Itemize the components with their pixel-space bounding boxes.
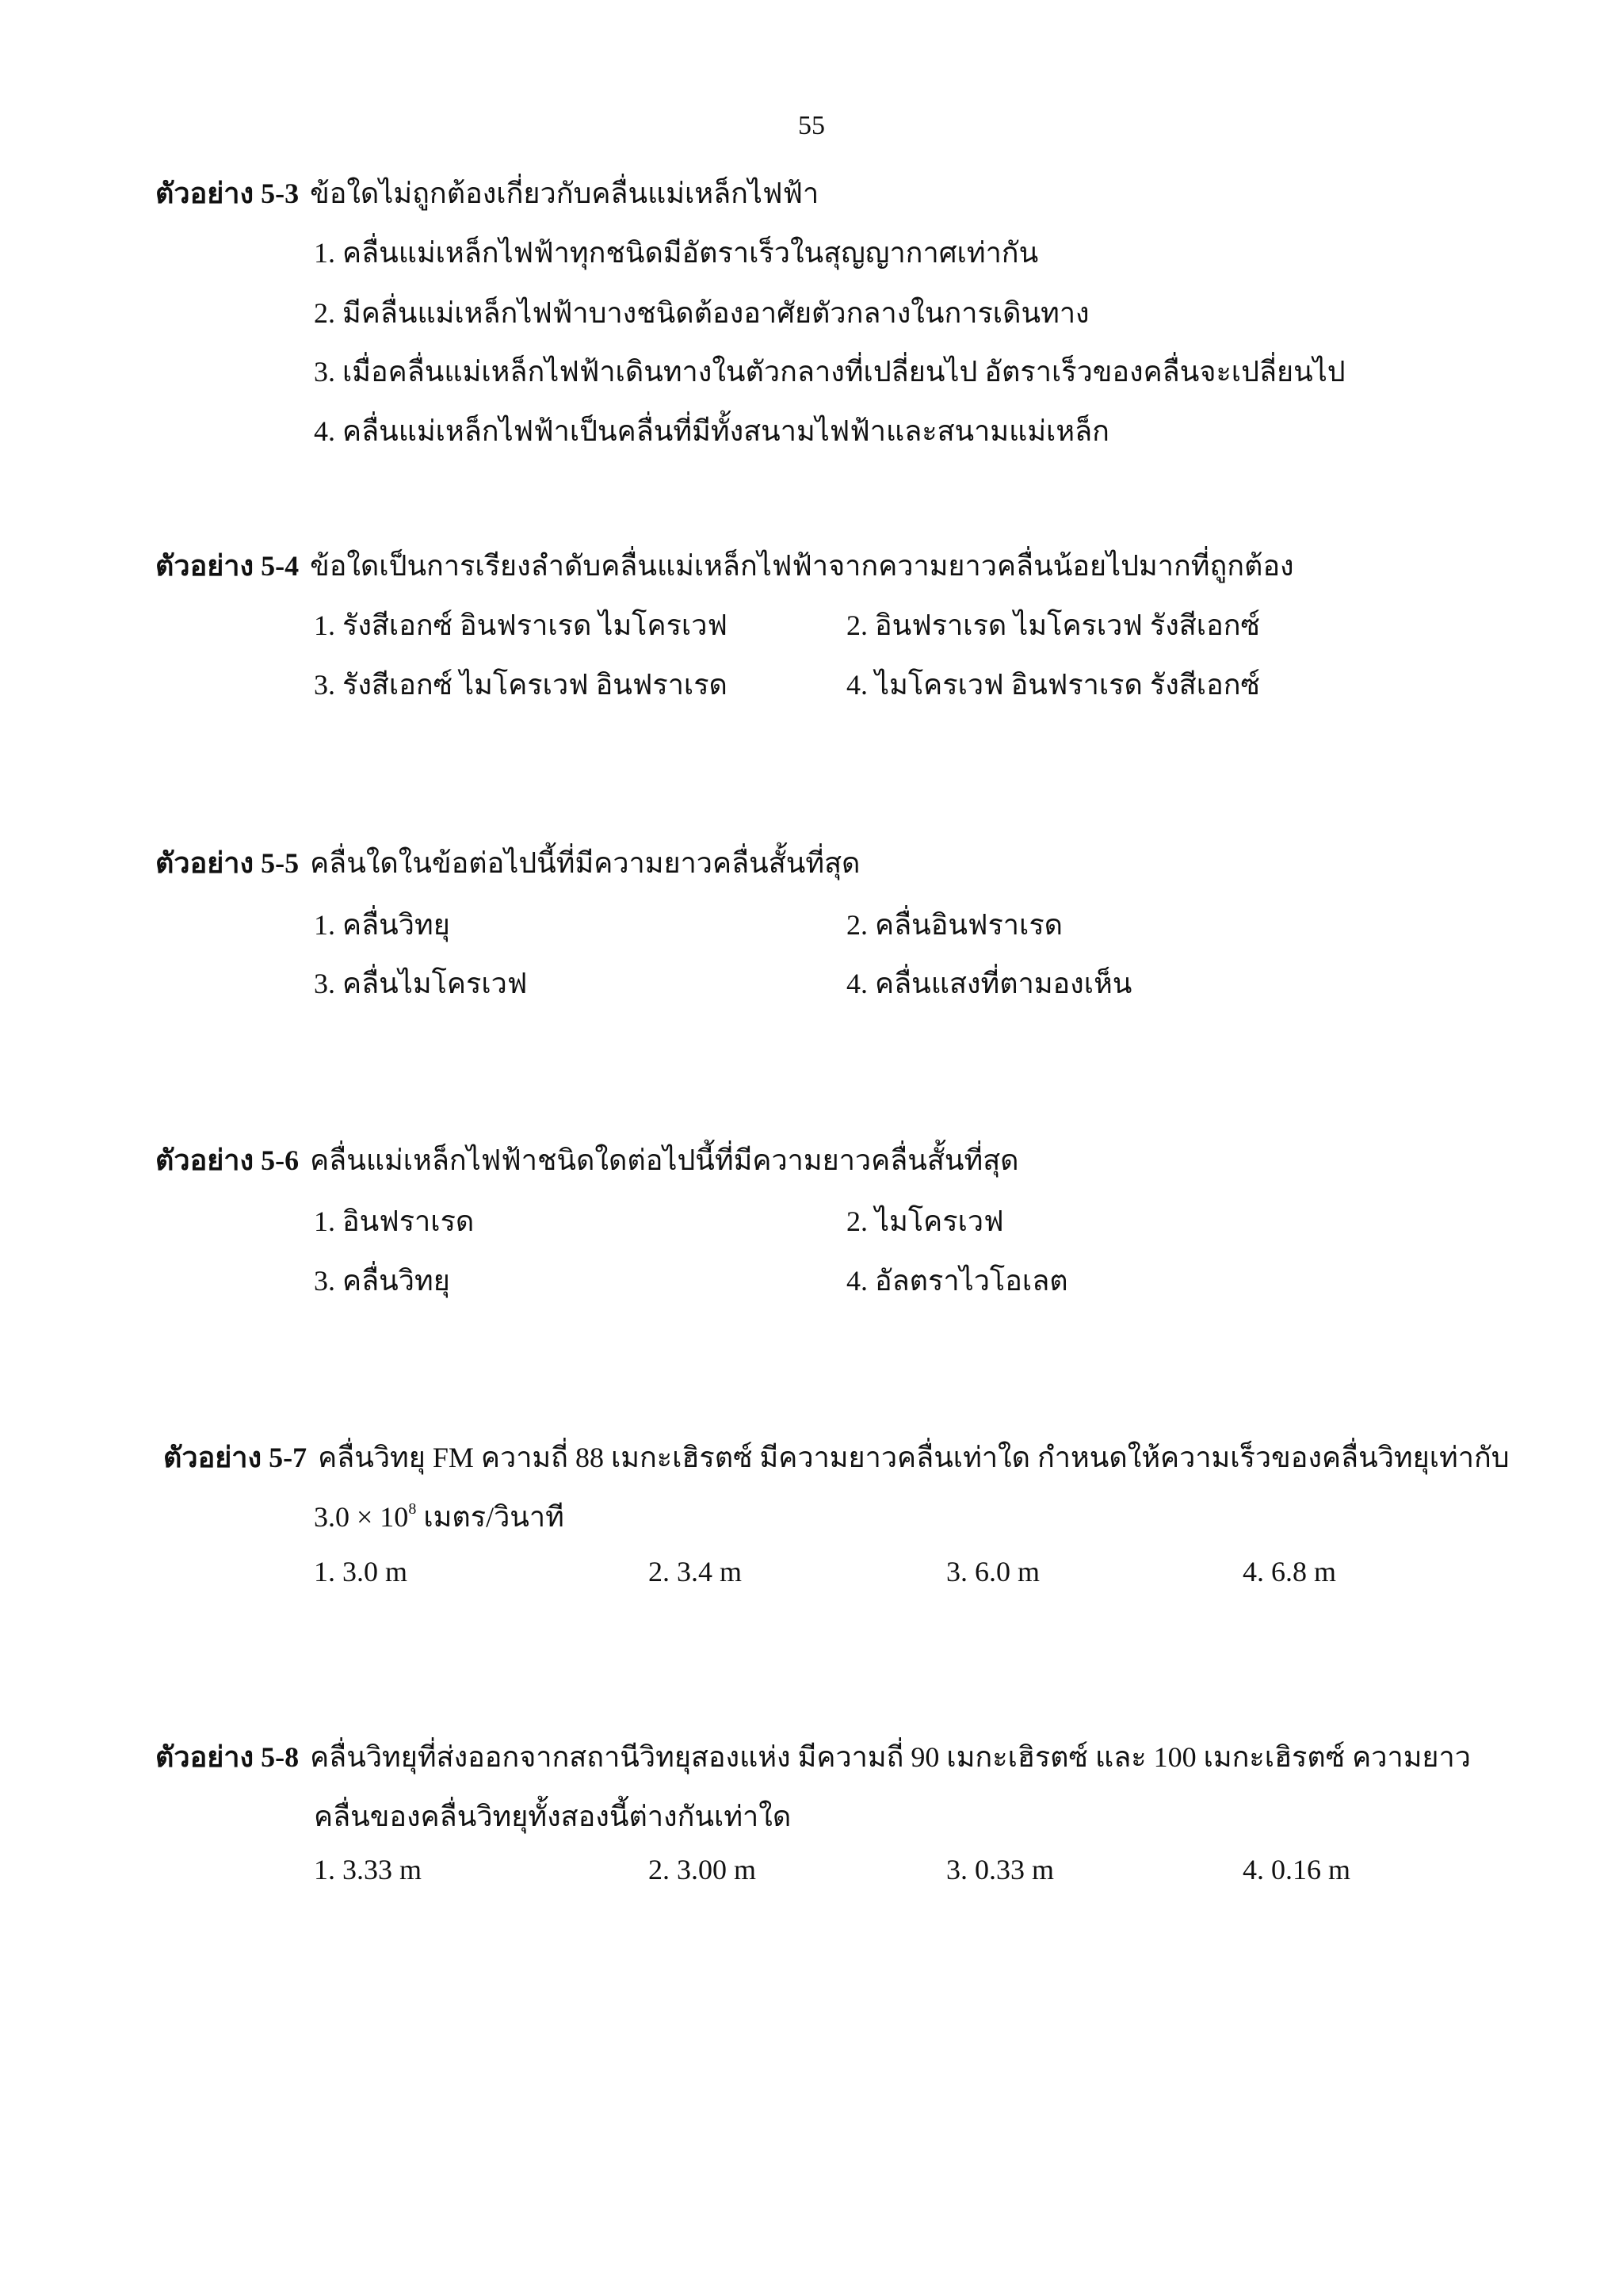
question-text: คลื่นใดในข้อต่อไปนี้ที่มีความยาวคลื่นสั้นที่สุด [310, 847, 861, 879]
question-label: ตัวอย่าง 5-7 [163, 1442, 307, 1473]
option-2: 2. คลื่นอินฟราเรด [846, 909, 1064, 941]
question-label: ตัวอย่าง 5-4 [155, 550, 300, 582]
option-4: 4. 0.16 m [1243, 1854, 1351, 1885]
option-1: 1. อินฟราเรด [314, 1205, 475, 1237]
speed-unit: เมตร/วินาที [416, 1501, 564, 1533]
option-2: 2. มีคลื่นแม่เหล็กไฟฟ้าบางชนิดต้องอาศัยตัวกลางในการเดินทาง [314, 297, 1090, 329]
question-label: ตัวอย่าง 5-8 [155, 1741, 300, 1773]
question-text: ข้อใดเป็นการเรียงลำดับคลื่นแม่เหล็กไฟฟ้าจากความยาวคลื่นน้อยไปมากที่ถูกต้อง [310, 550, 1294, 582]
question-text: ข้อใดไม่ถูกต้องเกี่ยวกับคลื่นแม่เหล็กไฟฟ้า [310, 178, 819, 209]
option-3: 3. คลื่นไมโครเวฟ [314, 968, 528, 999]
question-text: คลื่นวิทยุ FM ความถี่ 88 เมกะเฮิรตซ์ มีความยาวคลื่นเท่าใด กำหนดให้ความเร็วของคลื่นวิทยุเท่ากับ [318, 1442, 1510, 1473]
question-5-5-title [155, 840, 860, 885]
question-5-4-title [155, 543, 1294, 588]
question-5-3-title [155, 170, 819, 216]
option-1: 1. คลื่นวิทยุ [314, 909, 450, 941]
option-1: 1. 3.33 m [314, 1854, 422, 1885]
speed-value: 3.0 × 10 [314, 1501, 409, 1533]
option-1: 1. 3.0 m [314, 1556, 408, 1587]
question-5-7-title [163, 1435, 1510, 1480]
option-1: 1. คลื่นแม่เหล็กไฟฟ้าทุกชนิดมีอัตราเร็วในสุญญากาศเท่ากัน [314, 237, 1039, 269]
option-2: 2. 3.00 m [648, 1854, 757, 1885]
option-3: 3. รังสีเอกซ์ ไมโครเวฟ อินฟราเรด [314, 669, 727, 701]
speed-exponent: 8 [408, 1500, 417, 1518]
option-3: 3. 0.33 m [946, 1854, 1055, 1885]
option-3: 3. คลื่นวิทยุ [314, 1265, 450, 1297]
question-text: คลื่นแม่เหล็กไฟฟ้าชนิดใดต่อไปนี้ที่มีความยาวคลื่นสั้นที่สุด [310, 1144, 1019, 1176]
option-4: 4. 6.8 m [1243, 1556, 1337, 1587]
page-number: 55 [798, 111, 825, 140]
question-5-8-title [155, 1734, 1471, 1779]
option-2: 2. อินฟราเรด ไมโครเวฟ รังสีเอกซ์ [846, 609, 1260, 641]
option-3: 3. เมื่อคลื่นแม่เหล็กไฟฟ้าเดินทางในตัวกลางที่เปลี่ยนไป อัตราเร็วของคลื่นจะเปลี่ยนไป [314, 356, 1346, 388]
question-label: ตัวอย่าง 5-3 [155, 178, 300, 209]
question-label: ตัวอย่าง 5-6 [155, 1144, 300, 1176]
option-4: 4. คลื่นแสงที่ตามองเห็น [846, 968, 1132, 999]
option-1: 1. รังสีเอกซ์ อินฟราเรด ไมโครเวฟ [314, 609, 727, 641]
option-4: 4. คลื่นแม่เหล็กไฟฟ้าเป็นคลื่นที่มีทั้งสนามไฟฟ้าและสนามแม่เหล็ก [314, 415, 1109, 447]
option-2: 2. ไมโครเวฟ [846, 1205, 1004, 1237]
question-continuation [314, 1494, 564, 1539]
question-label: ตัวอย่าง 5-5 [155, 847, 300, 879]
option-3: 3. 6.0 m [946, 1556, 1041, 1587]
option-4: 4. อัลตราไวโอเลต [846, 1265, 1068, 1297]
option-2: 2. 3.4 m [648, 1556, 743, 1587]
question-text: คลื่นวิทยุที่ส่งออกจากสถานีวิทยุสองแห่ง มีความถี่ 90 เมกะเฮิรตซ์ และ 100 เมกะเฮิรตซ์ ความยาว [310, 1741, 1471, 1773]
question-5-6-title [155, 1137, 1019, 1182]
option-4: 4. ไมโครเวฟ อินฟราเรด รังสีเอกซ์ [846, 669, 1260, 701]
question-continuation: คลื่นของคลื่นวิทยุทั้งสองนี้ต่างกันเท่าใด [314, 1801, 792, 1832]
